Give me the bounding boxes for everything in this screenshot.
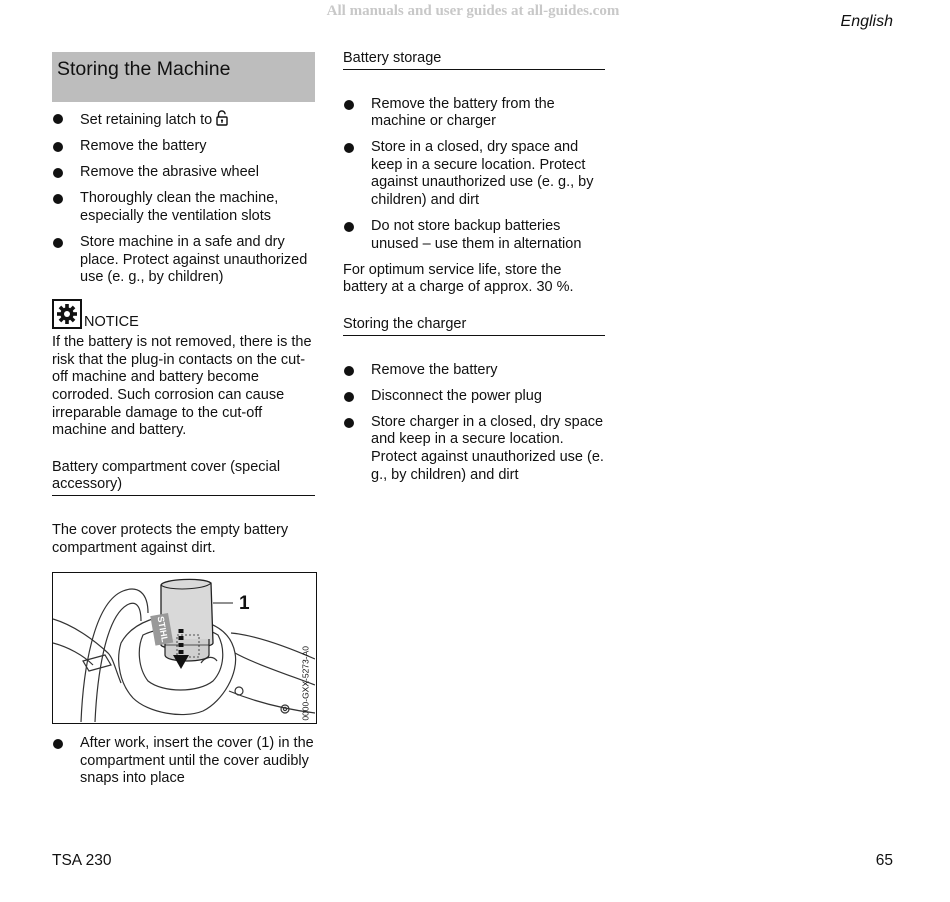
bullet-icon xyxy=(53,194,63,204)
footer-model: TSA 230 xyxy=(52,852,112,869)
notice-heading xyxy=(52,295,315,329)
right-column xyxy=(343,50,605,493)
list-item xyxy=(343,362,605,380)
list-item-text: Remove the abrasive wheel xyxy=(80,164,259,181)
list-item xyxy=(52,735,315,788)
language-label: English xyxy=(840,13,893,30)
bullet-icon xyxy=(344,366,354,376)
list-item-text: After work, insert the cover (1) in the compartment until the cover audibly snaps into place xyxy=(80,735,314,787)
list-item-text: Store in a closed, dry space and keep in a secure location. Protect against unauthorized use (e. g., by children) and dirt xyxy=(371,139,594,209)
storing-steps-list xyxy=(52,110,315,287)
storing-charger-heading: Storing the charger xyxy=(343,316,605,336)
gear-icon xyxy=(56,303,78,325)
bullet-icon xyxy=(53,168,63,178)
bullet-icon xyxy=(53,739,63,749)
section-title xyxy=(52,52,315,102)
list-item xyxy=(52,138,315,156)
bullet-icon xyxy=(53,114,63,124)
notice-icon-box xyxy=(52,299,82,329)
bullet-icon xyxy=(344,418,354,428)
cover-text: The cover protects the empty battery compartment against dirt. xyxy=(52,522,289,556)
notice-label: NOTICE xyxy=(84,314,139,331)
list-item xyxy=(343,414,605,484)
figure-code: 0000-GXX-5273-A0 xyxy=(301,646,311,721)
list-item xyxy=(52,190,315,225)
section-title-text: Storing the Machine xyxy=(57,58,231,80)
cover-figure xyxy=(52,572,317,724)
notice-text: If the battery is not removed, there is the risk that the plug-in contacts on the cut-off machine and battery become corroded. Such corrosion can cause irreparable damage to the cut-off machine and battery. xyxy=(52,334,312,439)
list-item xyxy=(343,96,605,131)
page-number: 65 xyxy=(875,852,893,869)
battery-storage-list xyxy=(343,96,605,254)
list-item-text: Store machine in a safe and dry place. Protect against unauthorized use (e. g., by children) xyxy=(80,233,308,286)
cover-heading: Battery compartment cover (special accessory) xyxy=(52,459,315,496)
list-item-text: Remove the battery xyxy=(80,138,207,155)
battery-storage-heading: Battery storage xyxy=(343,50,605,70)
battery-brand-label: STIHL xyxy=(151,613,174,646)
bullet-icon xyxy=(344,100,354,110)
charger-storage-list xyxy=(343,362,605,485)
battery-compartment-illustration xyxy=(53,573,315,722)
list-item-text: Disconnect the power plug xyxy=(371,387,542,404)
after-work-list xyxy=(52,735,315,788)
list-item-text: Remove the battery from the machine or charger xyxy=(371,95,555,130)
list-item xyxy=(343,388,605,406)
left-column xyxy=(52,52,315,796)
battery-storage-note: For optimum service life, store the battery at a charge of approx. 30 %. xyxy=(343,261,574,296)
bullet-icon xyxy=(344,222,354,232)
list-item xyxy=(52,234,315,287)
list-item-text: Thoroughly clean the machine, especially the ventilation slots xyxy=(80,190,279,224)
list-item-text: Set retaining latch to xyxy=(80,112,213,128)
figure-callout-1: 1 xyxy=(239,593,250,615)
watermark: All manuals and user guides at all-guides.com xyxy=(326,3,620,19)
bullet-icon xyxy=(53,142,63,152)
list-item xyxy=(343,139,605,209)
list-item-text: Store charger in a closed, dry space and keep in a secure location. Protect against unauthorized use (e. g., by children) and dirt xyxy=(371,413,604,483)
list-item xyxy=(52,164,315,182)
bullet-icon xyxy=(344,392,354,402)
list-item xyxy=(52,110,315,130)
unlocked-padlock-icon xyxy=(216,110,228,126)
list-item xyxy=(343,218,605,253)
list-item-text: Remove the battery xyxy=(371,361,498,378)
list-item-text: Do not store backup batteries unused – use them in alternation xyxy=(371,218,582,252)
bullet-icon xyxy=(53,238,63,248)
bullet-icon xyxy=(344,143,354,153)
